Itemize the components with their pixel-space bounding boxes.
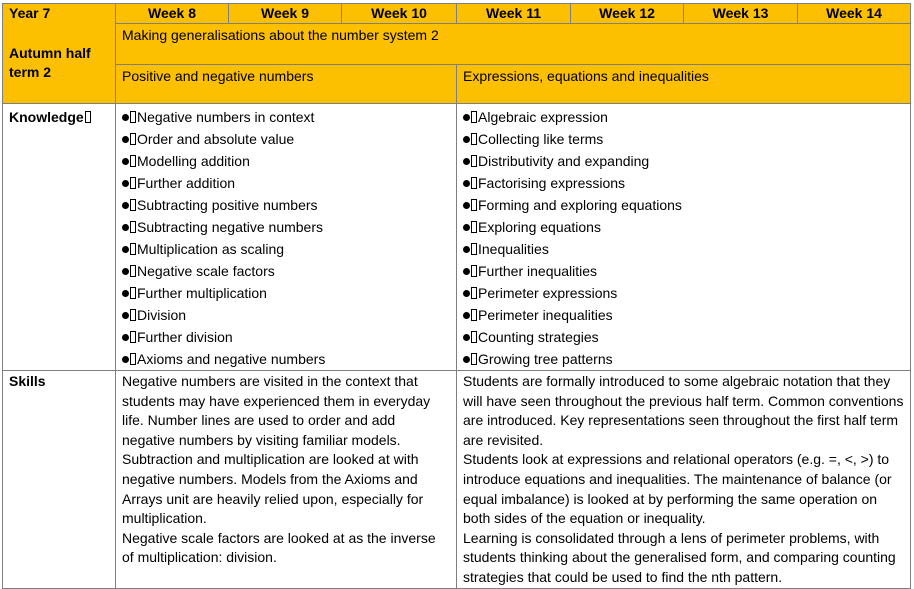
week-12-header: Week 12 [571,4,684,24]
box-glyph-icon [130,199,136,211]
knowledge-item-text: Subtracting negative numbers [137,219,323,235]
bullet-icon [122,180,129,187]
knowledge-item-text: Further multiplication [137,285,267,301]
skills-right-paragraph: Students look at expressions and relational operators (e.g. =, <, >) to introduce equations and inequalities. The maintenance of balance (or equal imbalance) is looked at by performing the same operation on both sides of the equation or inequality. [463,451,892,527]
box-glyph-icon [471,265,477,277]
skills-right-cell [457,371,911,589]
box-glyph-icon [471,177,477,189]
block-title-row [3,24,911,65]
box-glyph-icon [130,221,136,233]
knowledge-item-text: Algebraic expression [478,109,608,125]
week-10-header: Week 10 [342,4,457,24]
week-header-row [3,4,911,24]
bullet-icon [463,114,470,121]
knowledge-item [122,326,450,348]
bullet-icon [463,246,470,253]
knowledge-item [463,128,904,150]
knowledge-item-text: Exploring equations [478,219,601,235]
skills-label-cell [3,371,116,589]
box-glyph-icon [85,111,91,123]
bullet-icon [463,136,470,143]
bullet-icon [122,202,129,209]
curriculum-table [2,3,911,589]
unit-positive-negative: Positive and negative numbers [116,65,457,104]
skills-right-paragraph: Students are formally introduced to some algebraic notation that they will have seen throughout the previous half term. Common conventions are introduced. Key representations seen throughout the first half term are revisited. [463,373,904,448]
knowledge-item-text: Division [137,307,187,323]
bullet-icon [122,290,129,297]
term-label: Autumn half term 2 [9,45,91,80]
knowledge-item-text: Counting strategies [478,329,599,345]
knowledge-item-text: Negative numbers in context [137,109,315,125]
year-label: Year 7 [9,5,51,21]
box-glyph-icon [471,111,477,123]
box-glyph-icon [130,133,136,145]
skills-label: Skills [9,373,46,389]
box-glyph-icon [130,111,136,123]
bullet-icon [122,224,129,231]
bullet-icon [463,290,470,297]
knowledge-item [463,282,904,304]
skills-left-paragraph: Negative numbers are visited in the context that students may have experienced them in everyday life. Number lines are used to order and add negative numbers by visiting familiar models. Subtraction and multiplication are looked at with negative numbers. Models from the Axioms and Arrays unit are heavily relied upon, especially for multiplication. [122,373,431,527]
box-glyph-icon [471,133,477,145]
box-glyph-icon [130,155,136,167]
box-glyph-icon [471,353,477,365]
bullet-icon [463,180,470,187]
bullet-icon [122,268,129,275]
week-11-header: Week 11 [457,4,571,24]
bullet-icon [122,246,129,253]
box-glyph-icon [471,287,477,299]
bullet-icon [122,136,129,143]
knowledge-item [122,216,450,238]
box-glyph-icon [471,199,477,211]
knowledge-item [122,238,450,260]
box-glyph-icon [130,177,136,189]
knowledge-item [463,326,904,348]
year-term-cell [3,4,116,104]
knowledge-left-cell [116,104,457,371]
knowledge-item-text: Order and absolute value [137,131,295,147]
knowledge-item [122,304,450,326]
week-14-header: Week 14 [798,4,911,24]
knowledge-left-list [122,104,450,370]
knowledge-item-text: Subtracting positive numbers [137,197,318,213]
knowledge-item [122,260,450,282]
unit-row [3,65,911,104]
bullet-icon [122,356,129,363]
box-glyph-icon [130,309,136,321]
bullet-icon [463,268,470,275]
knowledge-item-text: Collecting like terms [478,131,604,147]
knowledge-item-text: Negative scale factors [137,263,275,279]
knowledge-item [122,106,450,128]
knowledge-item [122,194,450,216]
week-13-header: Week 13 [684,4,798,24]
box-glyph-icon [471,243,477,255]
bullet-icon [463,312,470,319]
box-glyph-icon [130,287,136,299]
skills-left-cell [116,371,457,589]
knowledge-item-text: Forming and exploring equations [478,197,682,213]
week-8-header: Week 8 [116,4,229,24]
box-glyph-icon [471,309,477,321]
knowledge-item [463,106,904,128]
block-title: Making generalisations about the number system 2 [116,24,911,65]
knowledge-item-text: Distributivity and expanding [478,153,650,169]
box-glyph-icon [471,155,477,167]
knowledge-item-text: Further division [137,329,233,345]
knowledge-item [463,304,904,326]
box-glyph-icon [130,353,136,365]
knowledge-item [463,348,904,370]
knowledge-label-cell [3,104,116,371]
knowledge-item-text: Multiplication as scaling [137,241,285,257]
knowledge-item [122,282,450,304]
knowledge-item [463,194,904,216]
box-glyph-icon [130,243,136,255]
box-glyph-icon [471,221,477,233]
knowledge-item-text: Axioms and negative numbers [137,351,326,367]
bullet-icon [463,356,470,363]
knowledge-item-text: Factorising expressions [478,175,626,191]
knowledge-item [122,128,450,150]
bullet-icon [463,158,470,165]
knowledge-item-text: Growing tree patterns [478,351,613,367]
bullet-icon [122,312,129,319]
knowledge-row [3,104,911,371]
box-glyph-icon [130,265,136,277]
knowledge-item-text: Perimeter inequalities [478,307,613,323]
skills-left-paragraph: Negative scale factors are looked at as the inverse of multiplication: division. [122,529,436,566]
knowledge-item [463,260,904,282]
knowledge-item [122,150,450,172]
box-glyph-icon [130,331,136,343]
knowledge-label: Knowledge [9,109,84,125]
knowledge-right-cell [457,104,911,371]
knowledge-item [463,172,904,194]
knowledge-item-text: Inequalities [478,241,549,257]
knowledge-item-text: Perimeter expressions [478,285,618,301]
week-9-header: Week 9 [229,4,342,24]
knowledge-item [463,216,904,238]
bullet-icon [463,202,470,209]
knowledge-item [122,172,450,194]
knowledge-item-text: Modelling addition [137,153,250,169]
knowledge-item [463,238,904,260]
bullet-icon [122,158,129,165]
skills-row [3,371,911,589]
bullet-icon [122,114,129,121]
knowledge-right-list [463,104,904,370]
bullet-icon [463,224,470,231]
knowledge-item-text: Further addition [137,175,236,191]
skills-right-paragraph: Learning is consolidated through a lens of perimeter problems, with students thinking about the generalised form, and comparing counting strategies that could be used to find the nth pattern. [463,529,896,585]
bullet-icon [463,334,470,341]
knowledge-item-text: Further inequalities [478,263,598,279]
unit-expressions: Expressions, equations and inequalities [457,65,911,104]
knowledge-item [463,150,904,172]
box-glyph-icon [471,331,477,343]
bullet-icon [122,334,129,341]
knowledge-item [122,348,450,370]
